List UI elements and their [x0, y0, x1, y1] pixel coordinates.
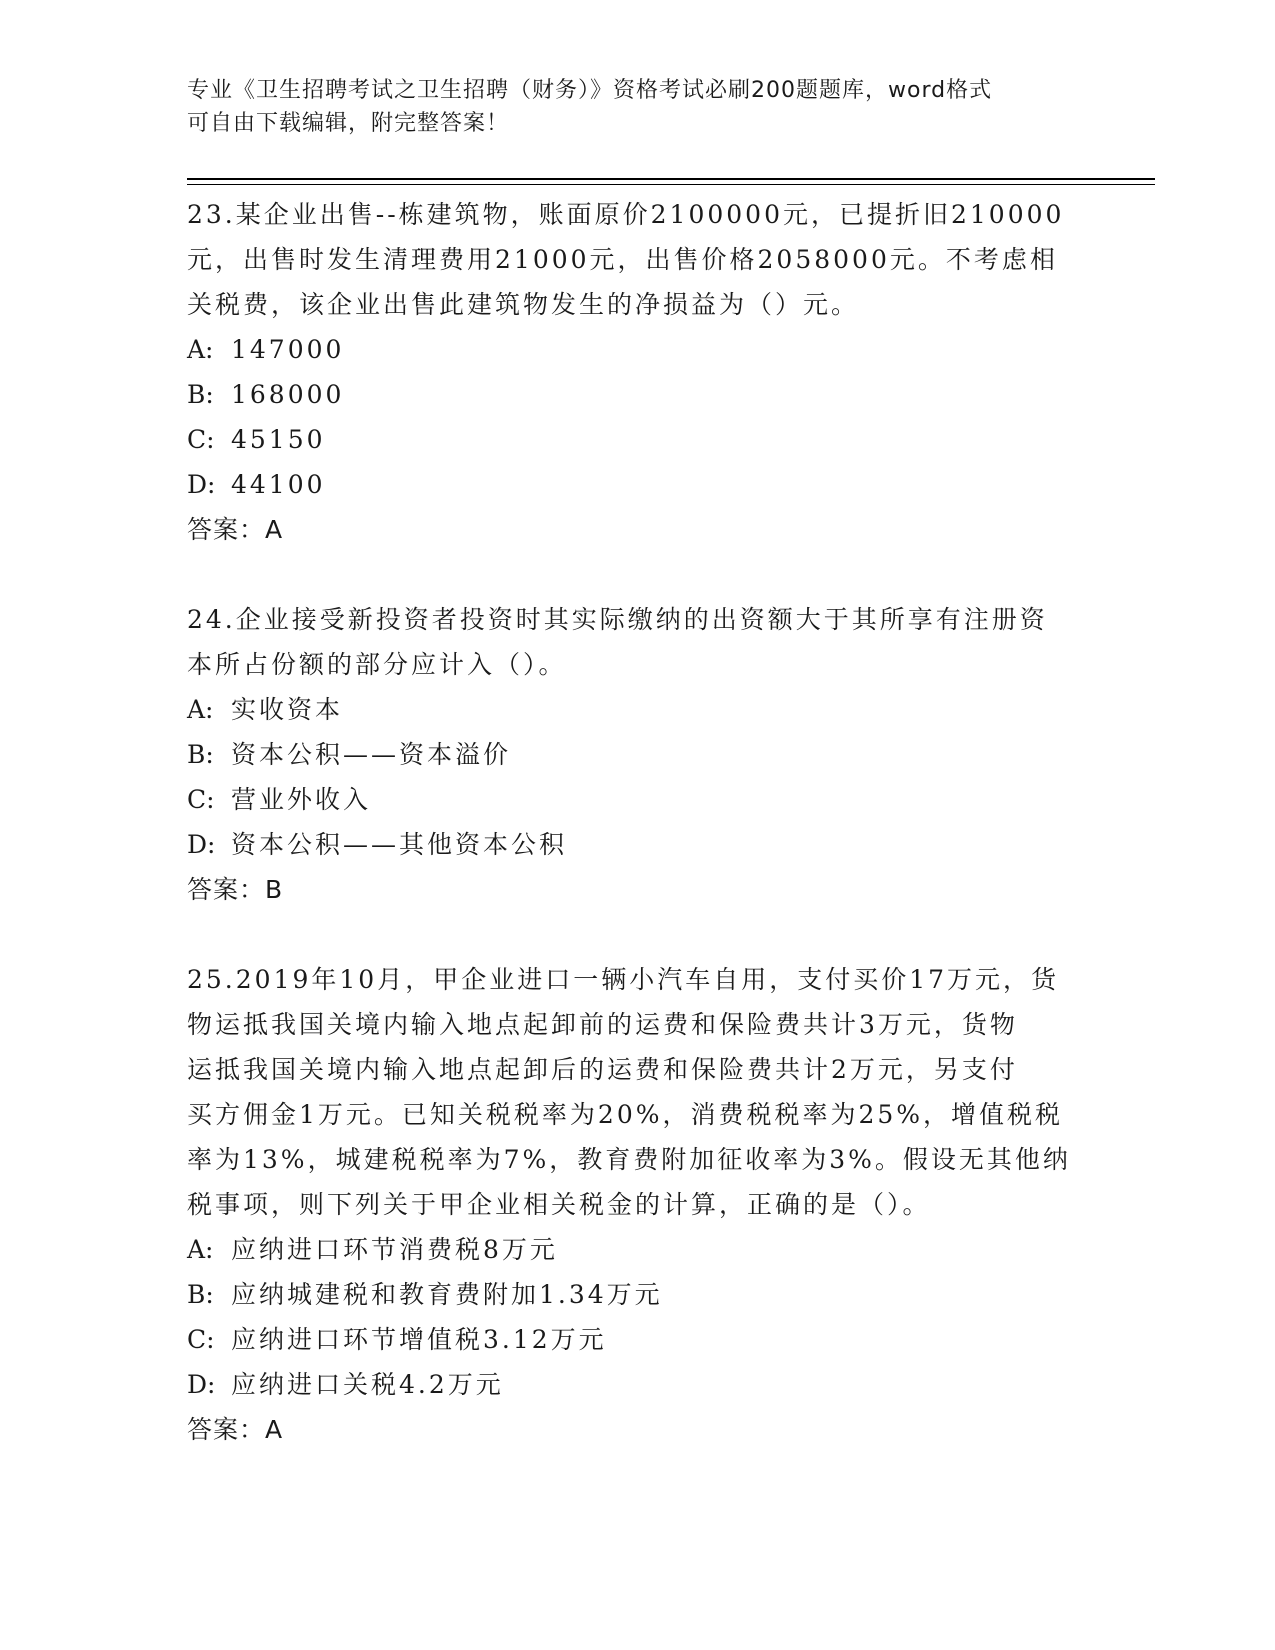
option-text: 营业外收入 [231, 785, 372, 814]
option-letter: A: [187, 695, 214, 724]
header-line-2: 可自由下载编辑，附完整答案！ [187, 111, 510, 136]
answer-label: 答案：A [187, 1415, 284, 1444]
option-text: 资本公积——资本溢价 [231, 740, 512, 769]
option-letter: B: [187, 740, 214, 769]
header-line-1: 专业《卫生招聘考试之卫生招聘（财务）》资格考试必刷200题题库，word格式 [187, 78, 993, 103]
document-header [187, 74, 1087, 140]
question-text-line: 本所占份额的部分应计入（）。 [187, 650, 567, 679]
option-letter: C: [187, 425, 215, 454]
option-letter: D: [187, 830, 216, 859]
option-text: 45150 [231, 425, 326, 454]
option-letter: C: [187, 785, 215, 814]
option-c [187, 417, 1087, 462]
option-b [187, 1272, 1087, 1317]
option-text: 应纳城建税和教育费附加1.34万元 [231, 1280, 663, 1309]
option-text: 资本公积——其他资本公积 [231, 830, 568, 859]
question-text-line: 24.企业接受新投资者投资时其实际缴纳的出资额大于其所享有注册资 [187, 605, 1048, 634]
option-d [187, 1362, 1087, 1407]
option-letter: A: [187, 335, 214, 364]
option-text: 44100 [231, 470, 326, 499]
question-text-line: 率为13%，城建税税率为7%，教育费附加征收率为3%。假设无其他纳 [187, 1145, 1071, 1174]
option-text: 应纳进口关税4.2万元 [231, 1370, 504, 1399]
option-text: 168000 [231, 380, 345, 409]
question-text-line: 物运抵我国关境内输入地点起卸前的运费和保险费共计3万元，货物 [187, 1010, 1018, 1039]
answer-label: 答案：B [187, 875, 284, 904]
option-b [187, 372, 1087, 417]
option-letter: D: [187, 1370, 216, 1399]
option-c [187, 777, 1087, 822]
question-spacer [187, 912, 1087, 957]
question-text-line: 买方佣金1万元。已知关税税率为20%，消费税税率为25%，增值税税 [187, 1100, 1064, 1129]
option-text: 应纳进口环节消费税8万元 [231, 1235, 558, 1264]
option-text: 应纳进口环节增值税3.12万元 [231, 1325, 607, 1354]
option-d [187, 462, 1087, 507]
question-spacer [187, 552, 1087, 597]
question-text-line: 23.某企业出售--栋建筑物，账面原价2100000元，已提折旧210000 [187, 200, 1065, 229]
header-divider-thick [187, 178, 1155, 180]
option-text: 实收资本 [231, 695, 344, 724]
option-letter: C: [187, 1325, 215, 1354]
option-letter: B: [187, 380, 214, 409]
option-c [187, 1317, 1087, 1362]
option-letter: B: [187, 1280, 214, 1309]
question-24 [187, 597, 1087, 912]
answer-label: 答案：A [187, 515, 284, 544]
option-d [187, 822, 1087, 867]
header-divider-thin [187, 184, 1155, 185]
question-text-line: 关税费，该企业出售此建筑物发生的净损益为（）元。 [187, 290, 860, 319]
option-a [187, 1227, 1087, 1272]
question-text-line: 25.2019年10月，甲企业进口一辆小汽车自用，支付买价17万元，货 [187, 965, 1060, 994]
option-a [187, 687, 1087, 732]
question-text-line: 运抵我国关境内输入地点起卸后的运费和保险费共计2万元，另支付 [187, 1055, 1018, 1084]
question-text-line: 元，出售时发生清理费用21000元，出售价格2058000元。不考虑相 [187, 245, 1058, 274]
option-letter: D: [187, 470, 216, 499]
question-25 [187, 957, 1087, 1452]
option-text: 147000 [231, 335, 345, 364]
question-list [187, 192, 1087, 1452]
option-b [187, 732, 1087, 777]
option-letter: A: [187, 1235, 214, 1264]
option-a [187, 327, 1087, 372]
question-text-line: 税事项，则下列关于甲企业相关税金的计算，正确的是（）。 [187, 1190, 931, 1219]
question-23 [187, 192, 1087, 552]
